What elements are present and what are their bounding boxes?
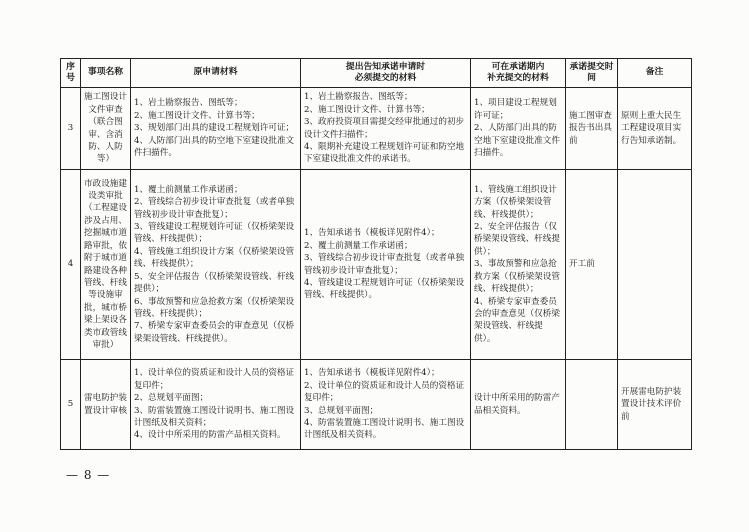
pledge-materials-table bbox=[60, 58, 692, 450]
header-later-line2: 补充提交的材料 bbox=[487, 73, 549, 83]
header-no: 序号 bbox=[61, 59, 81, 88]
list-item: 1、岩土勘察报告、图纸等； bbox=[134, 98, 243, 109]
list-item: 2、总规划平面图； bbox=[134, 393, 209, 404]
original-materials bbox=[131, 360, 301, 450]
remark bbox=[618, 170, 692, 360]
row-number: 3 bbox=[61, 88, 81, 170]
list-item: 7、桥梁专家审查委员会的审查意见（仅桥梁架设管线、杆线提供）。 bbox=[134, 321, 295, 344]
pledge-materials bbox=[301, 360, 471, 450]
header-original: 原申请材料 bbox=[131, 59, 301, 88]
list-item: 4、防雷装置施工图设计说明书、施工图设计图纸及相关资料。 bbox=[304, 417, 465, 441]
pledge-materials bbox=[301, 170, 471, 360]
list-item: 2、设计单位的资质证和设计人员的资格证复印件； bbox=[304, 380, 465, 404]
list-item: 设计中所采用的防雷产品相关资料。 bbox=[474, 393, 560, 416]
header-remark: 备注 bbox=[618, 59, 692, 88]
header-pledge-line1: 提出告知承诺申请时 bbox=[345, 61, 426, 72]
list-item: 3、防雷装置施工图设计说明书、施工图设计图纸及相关资料； bbox=[134, 405, 295, 428]
later-materials bbox=[471, 88, 566, 170]
list-item: 2、安全评估报告（仅桥梁架设管线、杆线提供）； bbox=[474, 222, 560, 257]
row-number: 5 bbox=[61, 360, 81, 450]
list-item: 4、管线施工组织设计方案（仅桥梁架设管线、杆线提供）； bbox=[134, 246, 295, 270]
row-number: 4 bbox=[61, 170, 81, 360]
list-item: 2、施工图设计文件、计算书等； bbox=[134, 110, 260, 121]
list-item: 3、总规划平面图； bbox=[304, 405, 379, 416]
later-materials bbox=[471, 360, 566, 450]
table-row bbox=[61, 88, 692, 170]
list-item: 2、施工图设计文件、计算书等； bbox=[304, 104, 430, 115]
original-materials bbox=[131, 88, 301, 170]
header-time: 承诺提交时间 bbox=[566, 59, 618, 88]
remark: 开展雷电防护装置设计技术评价前 bbox=[618, 360, 692, 450]
list-item: 4、人防部门出具的防空地下室建设批准文件扫描件。 bbox=[134, 135, 295, 159]
pledge-time bbox=[566, 360, 618, 450]
list-item: 3、事故预警和应急抢救方案（仅桥梁架设管线、杆线提供）； bbox=[474, 259, 560, 295]
page-number: — 8 — bbox=[66, 468, 111, 482]
list-item: 3、政府投资项目需提交经审批通过的初步设计文件扫描件； bbox=[304, 117, 465, 140]
item-name: 施工图设计文件审查（联合图审、含消防、人防等） bbox=[81, 88, 131, 170]
list-item: 2、人防部门出具的防空地下室建设批准文件扫描件。 bbox=[474, 123, 560, 159]
list-item: 4、设计中所采用的防雷产品相关资料。 bbox=[134, 430, 286, 441]
item-name: 市政设施建设类审批（工程建设涉及占用、挖掘城市道路审批，依附于城市道路建设各种管线、杆线等设施审批，城市桥梁上架设各类市政管线审批） bbox=[81, 170, 131, 360]
header-pledge-line2: 必须提交的材料 bbox=[354, 73, 417, 83]
pledge-time: 开工前 bbox=[566, 170, 618, 360]
list-item: 3、管线建设工程规划许可证（仅桥梁架设管线、杆线提供）； bbox=[134, 222, 295, 245]
list-item: 3、规划部门出具的建设工程规划许可证； bbox=[134, 123, 295, 134]
header-name: 事项名称 bbox=[81, 59, 131, 88]
table-row bbox=[61, 170, 692, 360]
pledge-time: 施工图审查报告书出具前 bbox=[566, 88, 618, 170]
list-item: 1、设计单位的资质证和设计人员的资格证复印件； bbox=[134, 368, 295, 391]
table-row bbox=[61, 360, 692, 450]
list-item: 5、安全评估报告（仅桥梁架设管线、杆线提供）； bbox=[134, 271, 295, 295]
list-item: 2、管线综合初步设计审查批复（或者单独管线初步设计审查批复）； bbox=[134, 197, 295, 220]
list-item: 1、覆土前测量工作承诺函； bbox=[134, 184, 243, 195]
header-later-line1: 可在承诺期内 bbox=[491, 61, 545, 72]
list-item: 4、限期补充建设工程规划许可证和防空地下室建设批准文件的承诺书。 bbox=[304, 141, 465, 165]
header-pledge bbox=[301, 59, 471, 88]
list-item: 4、桥梁专家审查委员会的审查意见（仅桥梁架设管线、杆线提供）。 bbox=[474, 296, 560, 344]
list-item: 1、项目建设工程规划许可证； bbox=[474, 98, 557, 121]
header-later bbox=[471, 59, 566, 88]
list-item: 1、管线施工组织设计方案（仅桥梁架设管线、杆线提供）； bbox=[474, 184, 557, 220]
pledge-materials bbox=[301, 88, 471, 170]
list-item: 1、告知承诺书（模板详见附件4）； bbox=[304, 368, 440, 379]
original-materials bbox=[131, 170, 301, 360]
header-row bbox=[61, 59, 692, 88]
list-item: 2、覆土前测量工作承诺函； bbox=[304, 240, 413, 251]
later-materials bbox=[471, 170, 566, 360]
list-item: 1、岩土勘察报告、图纸等； bbox=[304, 92, 413, 103]
list-item: 3、管线综合初步设计审查批复（或者单独管线初步设计审查批复）； bbox=[304, 253, 465, 276]
remark: 原则上重大民生工程建设项目实行告知承诺制。 bbox=[618, 88, 692, 170]
list-item: 1、告知承诺书（模板详见附件4）； bbox=[304, 228, 440, 239]
item-name: 雷电防护装置设计审核 bbox=[81, 360, 131, 450]
list-item: 6、事故预警和应急抢救方案（仅桥梁架设管线、杆线提供）； bbox=[134, 296, 295, 319]
list-item: 4、管线建设工程规划许可证（仅桥梁架设管线、杆线提供）。 bbox=[304, 277, 465, 301]
